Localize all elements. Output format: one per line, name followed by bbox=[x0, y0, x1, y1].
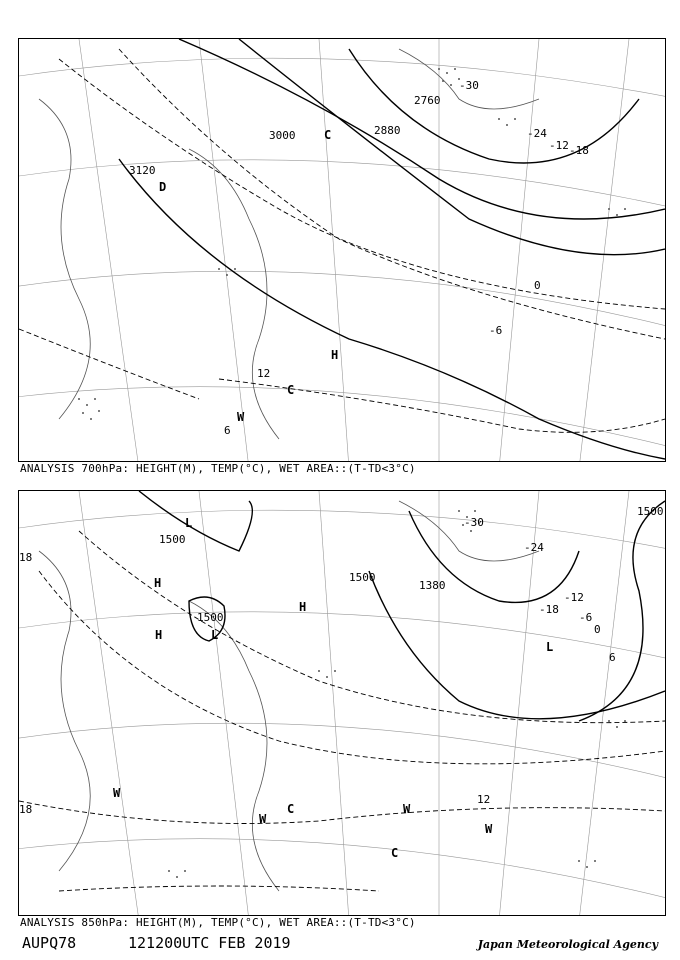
height-label: 3120 bbox=[129, 164, 156, 177]
warm-center-marker: W bbox=[237, 410, 245, 424]
temp-label: -6 bbox=[579, 611, 593, 624]
cold-center-marker: C bbox=[391, 846, 399, 860]
map-700hpa-canvas bbox=[19, 39, 665, 461]
temp-label: -18 bbox=[539, 603, 559, 616]
height-labels bbox=[129, 94, 441, 177]
height-label: 1500 bbox=[349, 571, 376, 584]
chart-code: AUPQ78 bbox=[22, 934, 77, 952]
caption-700hpa: ANALYSIS 700hPa: HEIGHT(M), TEMP(°C), WET AREA::(T-TD<3°C) bbox=[20, 462, 416, 475]
temperature-contours bbox=[19, 531, 665, 891]
map-850hpa bbox=[18, 490, 666, 916]
temp-label: -18 bbox=[569, 144, 589, 157]
temp-label: -6 bbox=[489, 324, 503, 337]
high-center-marker: H bbox=[155, 628, 163, 642]
warm-center-marker: W bbox=[259, 812, 267, 826]
low-center-marker: L bbox=[211, 628, 219, 642]
warm-center-marker: W bbox=[403, 802, 411, 816]
temp-label: 6 bbox=[224, 424, 231, 437]
map-850hpa-canvas bbox=[19, 491, 665, 915]
wet-area-stipple bbox=[168, 510, 626, 878]
temperature-contours bbox=[19, 49, 665, 432]
high-center-marker: H bbox=[299, 600, 307, 614]
temp-label: 12 bbox=[477, 793, 491, 806]
high-center-marker: H bbox=[331, 348, 339, 362]
height-label: 2880 bbox=[374, 124, 401, 137]
height-contours bbox=[119, 39, 665, 459]
temp-label: -30 bbox=[464, 516, 484, 529]
high-center-marker: H bbox=[154, 576, 162, 590]
temp-label: 18 bbox=[19, 551, 33, 564]
height-label: 1500 bbox=[637, 505, 664, 518]
height-label: 1500 bbox=[159, 533, 186, 546]
warm-center-marker: W bbox=[485, 822, 493, 836]
height-contours bbox=[139, 491, 665, 721]
graticule bbox=[19, 491, 665, 915]
temp-label: 6 bbox=[609, 651, 616, 664]
agency-name: Japan Meteorological Agency bbox=[477, 938, 658, 951]
coastlines bbox=[39, 501, 539, 891]
temp-label: -12 bbox=[549, 139, 569, 152]
cold-center-marker: C bbox=[324, 128, 332, 142]
temperature-labels bbox=[19, 516, 616, 816]
height-label: 1380 bbox=[419, 579, 446, 592]
temp-label: 0 bbox=[594, 623, 601, 636]
height-label: 2760 bbox=[414, 94, 441, 107]
caption-850hpa: ANALYSIS 850hPa: HEIGHT(M), TEMP(°C), WET AREA::(T-TD<3°C) bbox=[20, 916, 416, 929]
center-marker: D bbox=[159, 180, 167, 194]
cold-center-marker: C bbox=[287, 383, 295, 397]
warm-center-marker: W bbox=[113, 786, 121, 800]
coastlines bbox=[39, 49, 539, 439]
temp-label: -12 bbox=[564, 591, 584, 604]
temp-label: -30 bbox=[459, 79, 479, 92]
height-label: 1500 bbox=[197, 611, 224, 624]
cold-center-marker: C bbox=[287, 802, 295, 816]
low-center-marker: L bbox=[546, 640, 554, 654]
pressure-centers bbox=[113, 516, 553, 860]
height-labels bbox=[159, 505, 664, 624]
temp-label: 18 bbox=[19, 803, 33, 816]
low-center-marker: L bbox=[185, 516, 193, 530]
valid-time: 121200UTC FEB 2019 bbox=[128, 934, 291, 952]
temp-label: -24 bbox=[524, 541, 544, 554]
height-label: 3000 bbox=[269, 129, 296, 142]
map-700hpa bbox=[18, 38, 666, 462]
temp-label: 12 bbox=[257, 367, 271, 380]
temp-label: 0 bbox=[534, 279, 541, 292]
temp-label: -24 bbox=[527, 127, 547, 140]
